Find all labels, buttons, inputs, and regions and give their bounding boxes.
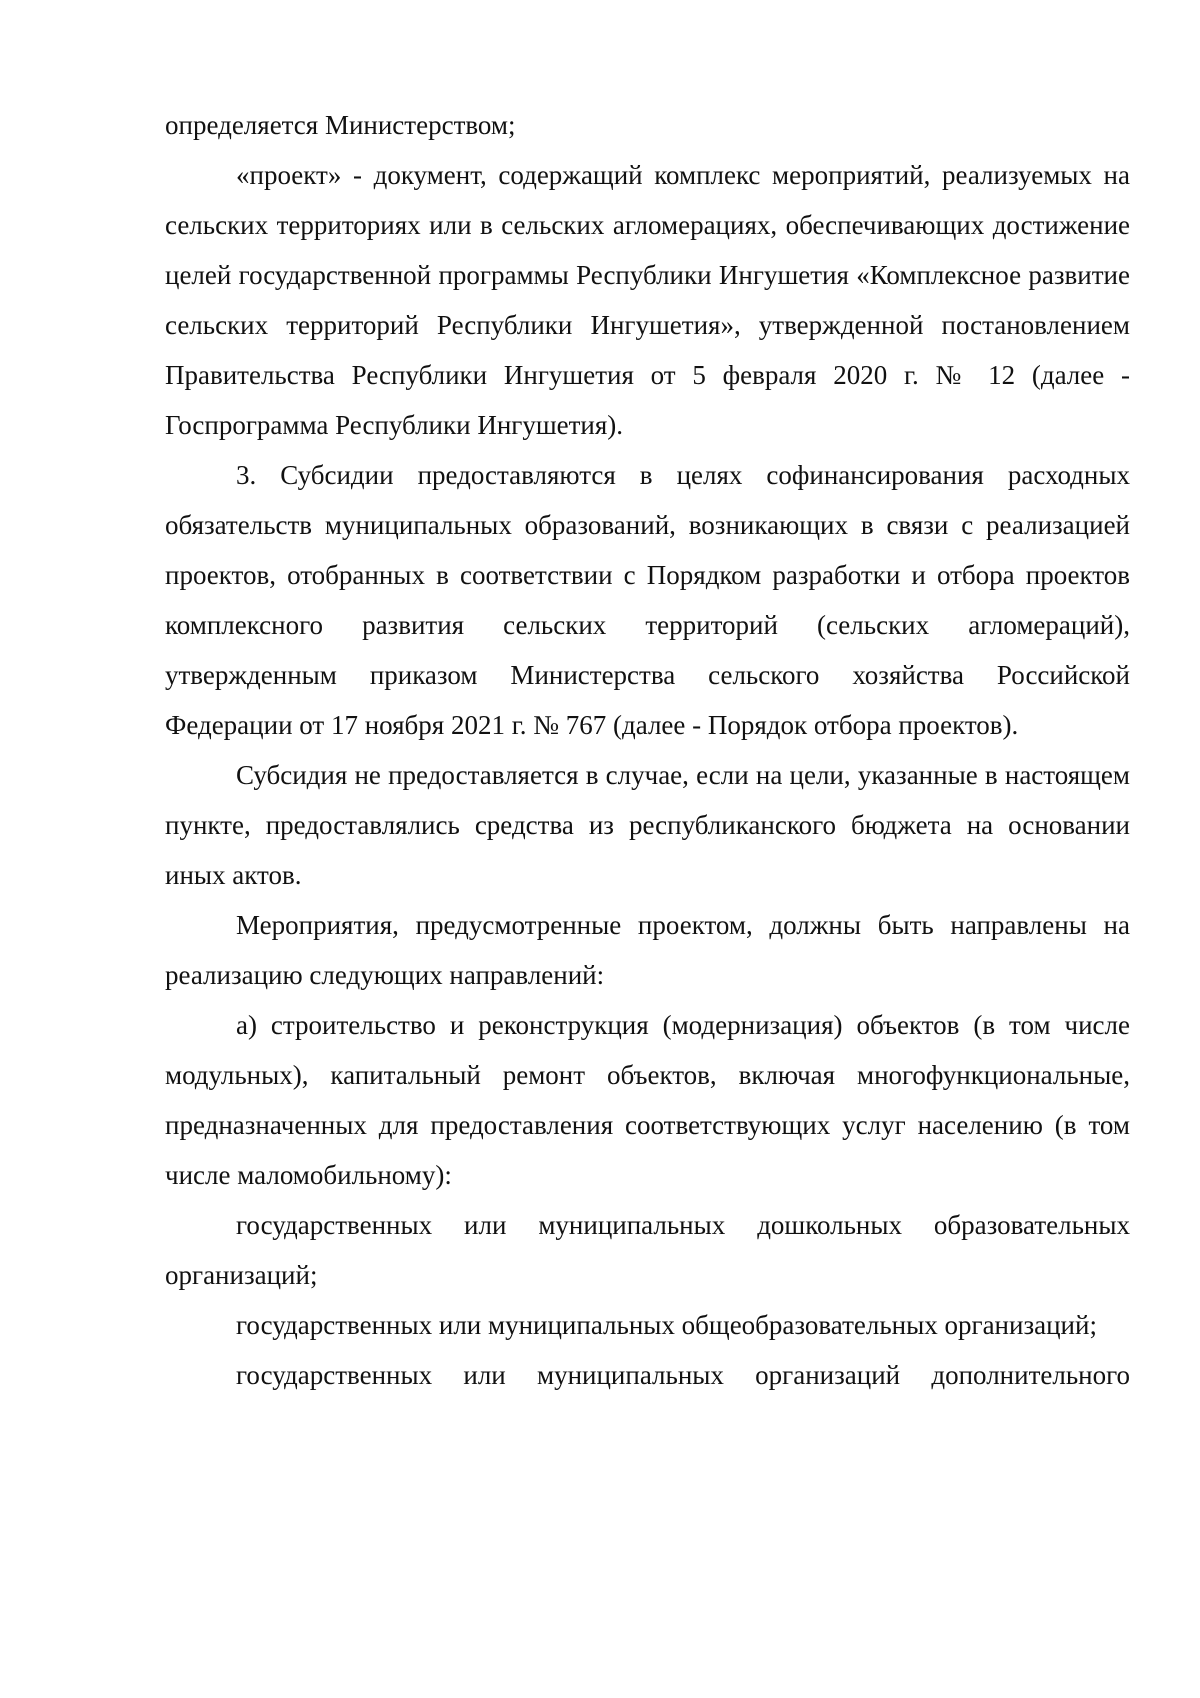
paragraph-ministry: определяется Министерством; xyxy=(165,110,516,140)
paragraph-item-a: а) строительство и реконструкция (модернизация) объектов (в том числе модульных), капитальный ремонт объектов, включая многофункциональные, предназначенных для предоставления соответствующих услуг населению (в том числе маломобильному): xyxy=(165,1010,1130,1190)
paragraph-preschool-orgs: государственных или муниципальных дошкольных образовательных организаций; xyxy=(165,1210,1130,1290)
paragraph-subsidy-purpose: 3. Субсидии предоставляются в целях софинансирования расходных обязательств муниципальных образований, возникающих в связи с реализацией проектов, отобранных в соответствии с Порядком разработки и отбора проектов комплексного развития сельских территорий (сельских агломераций), утвержденным приказом Министерства сельского хозяйства Российской Федерации от 17 ноября 2021 г. № 767 (далее - Порядок отбора проектов). xyxy=(165,460,1130,740)
paragraph-subsidy-exclusion: Субсидия не предоставляется в случае, если на цели, указанные в настоящем пункте, предоставлялись средства из республиканского бюджета на основании иных актов. xyxy=(165,760,1130,890)
paragraph-additional-education-orgs: государственных или муниципальных организаций дополнительного xyxy=(236,1360,1130,1390)
paragraph-general-education-orgs: государственных или муниципальных общеобразовательных организаций; xyxy=(236,1310,1097,1340)
document-body xyxy=(165,100,1130,1400)
paragraph-project-definition: «проект» - документ, содержащий комплекс мероприятий, реализуемых на сельских территориях или в сельских агломерациях, обеспечивающих достижение целей государственной программы Республики Ингушетия «Комплексное развитие сельских территорий Республики Ингушетия», утвержденной постановлением Правительства Республики Ингушетия от 5 февраля 2020 г. № 12 (далее - Госпрограмма Республики Ингушетия). xyxy=(165,160,1130,440)
paragraph-activities-directions: Мероприятия, предусмотренные проектом, должны быть направлены на реализацию следующих направлений: xyxy=(165,910,1130,990)
